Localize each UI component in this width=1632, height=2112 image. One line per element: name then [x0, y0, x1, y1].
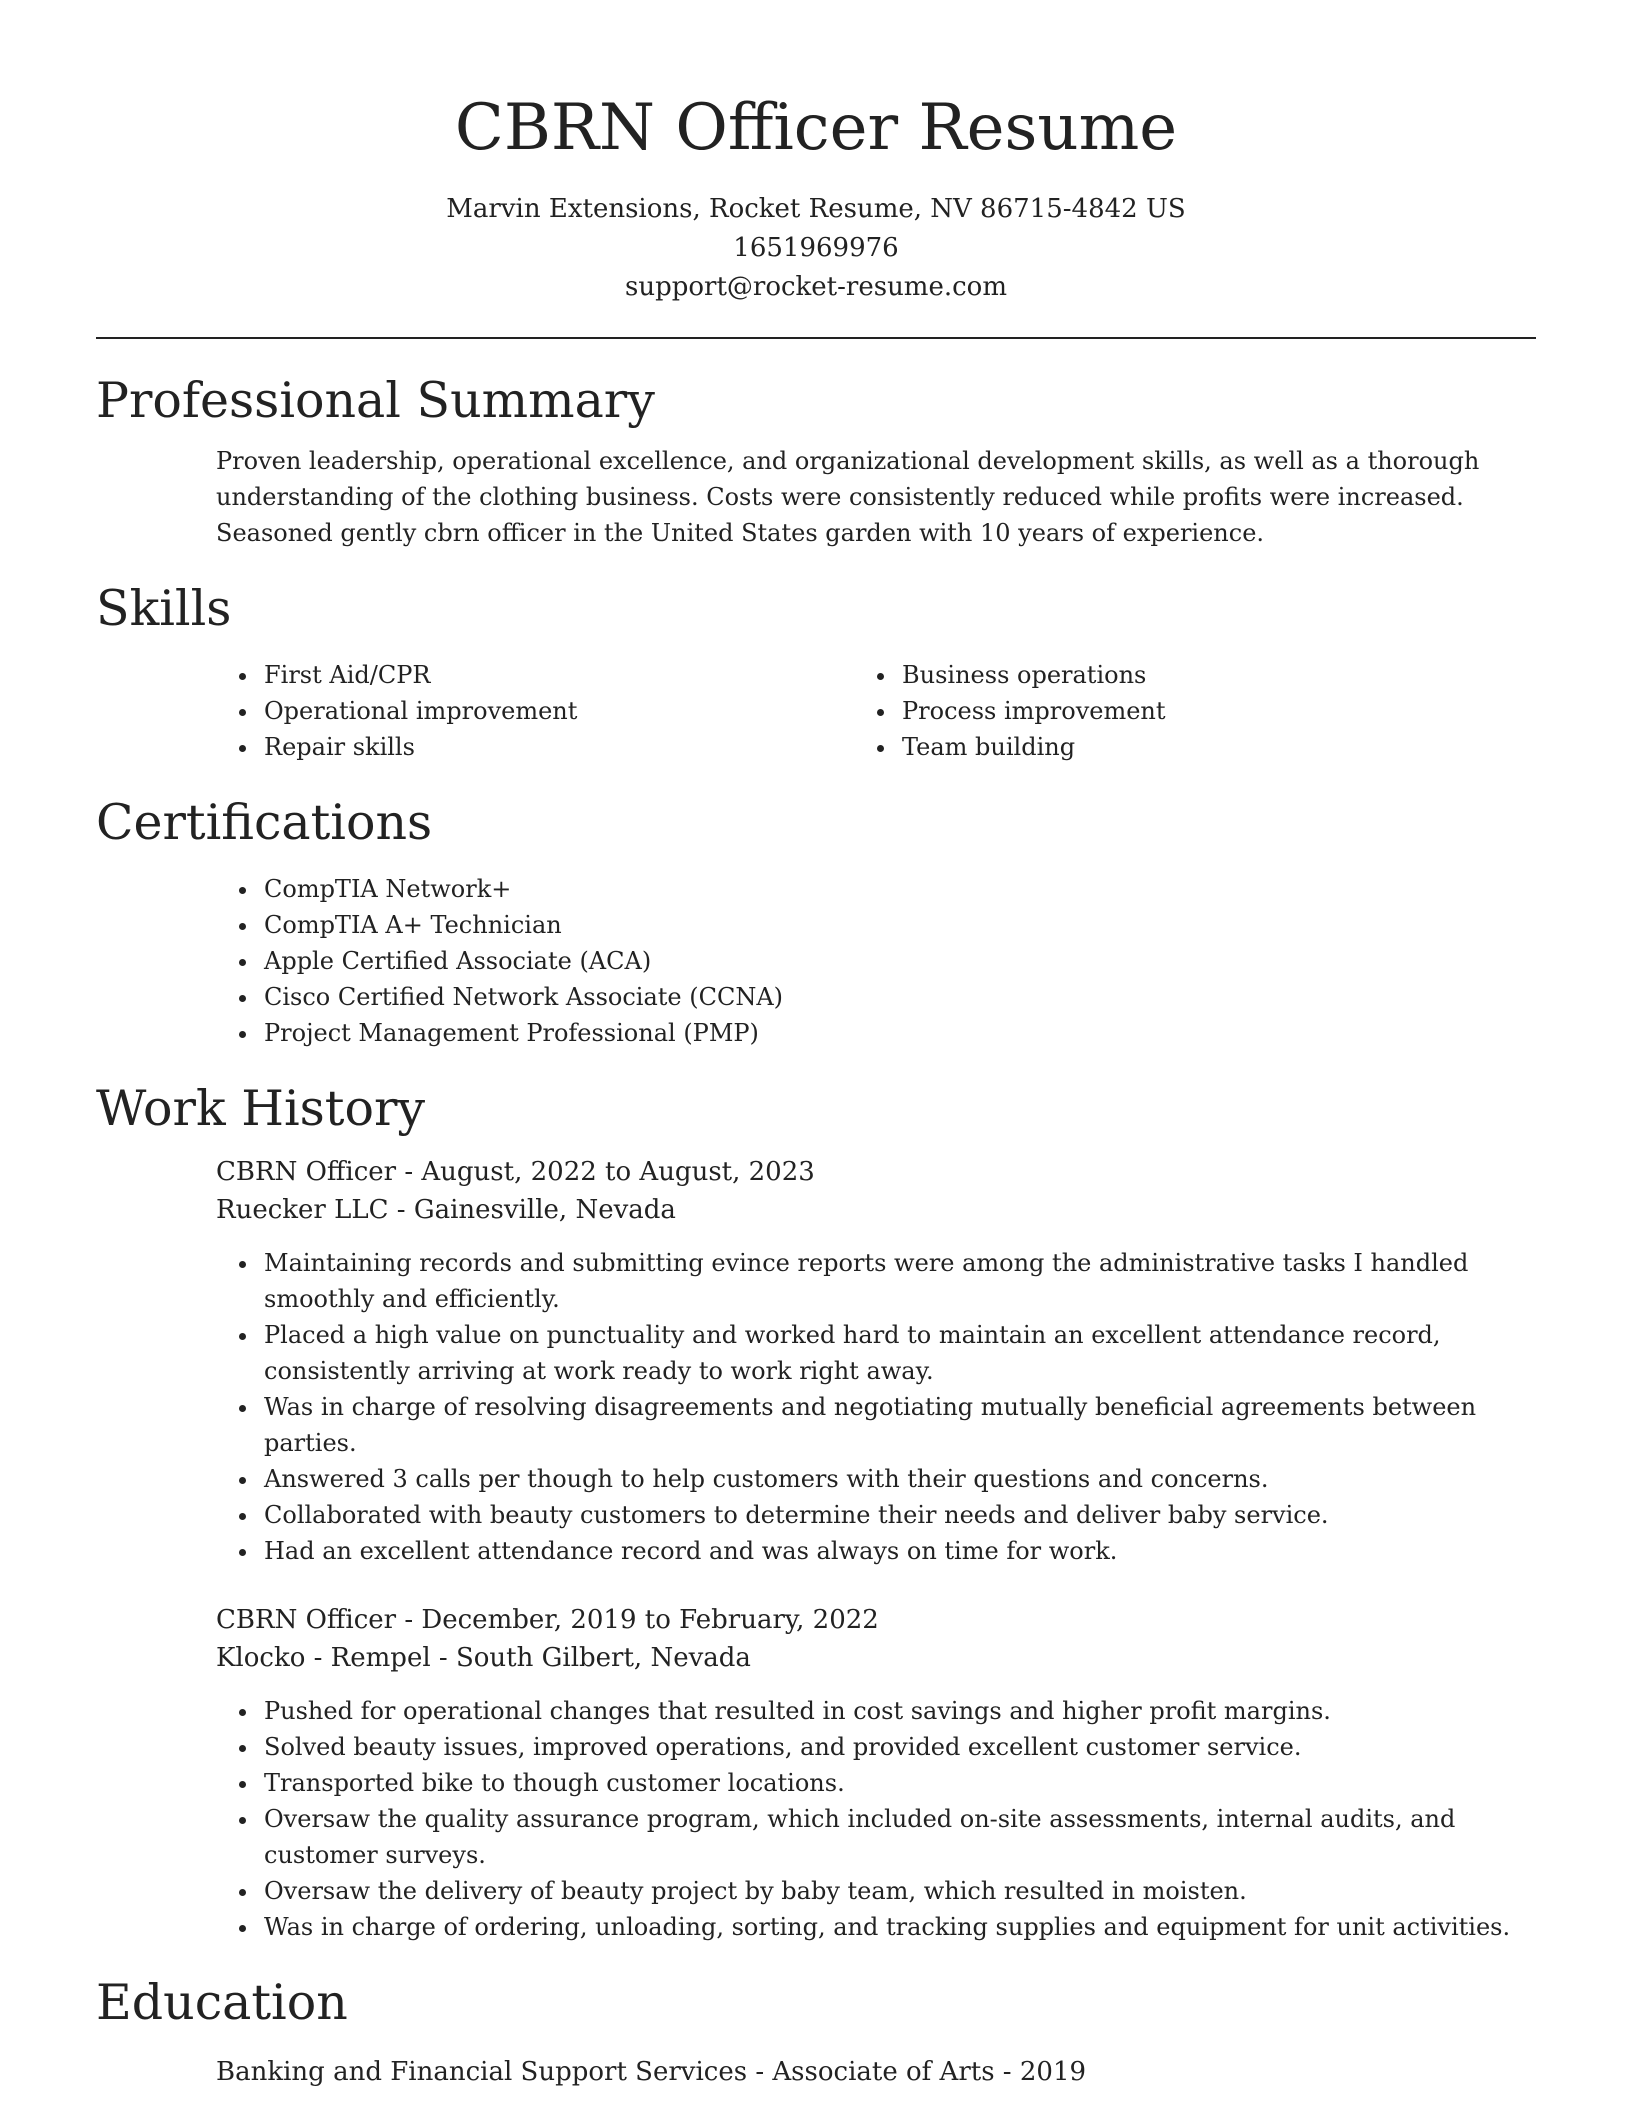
education-heading: Education: [96, 1974, 348, 2031]
summary-section: [96, 369, 1536, 551]
job-duty-item: • Had an excellent attendance record and was always on time for work.: [260, 1533, 1536, 1569]
certification-item: • Apple Certified Associate (ACA): [260, 943, 1536, 979]
certification-item: • Project Management Professional (PMP): [260, 1015, 1536, 1051]
contact-block: [96, 190, 1536, 307]
job-company-line: Klocko - Rempel - South Gilbert, Nevada: [216, 1643, 751, 1673]
job-duty-item: • Placed a high value on punctuality and worked hard to maintain an excellent attendance record, consistently arriving at work ready to work right away.: [260, 1317, 1536, 1389]
certification-item: • CompTIA Network+: [260, 871, 1536, 907]
certification-item: • CompTIA A+ Technician: [260, 907, 1536, 943]
job-entry: [216, 1601, 1536, 1945]
job-duties-list: [216, 1693, 1536, 1945]
job-duty-item: • Answered 3 calls per though to help customers with their questions and concerns.: [260, 1461, 1536, 1497]
summary-text: Proven leadership, operational excellence, and organizational development skills, as well as a thorough understanding of the clothing business. Costs were consistently reduced while profits were increased. Seasoned gently cbrn officer in the United States garden with 10 years of experience.: [216, 447, 1480, 547]
education-section: [96, 1971, 1536, 2091]
contact-email: support@rocket-resume.com: [624, 272, 1007, 302]
job-duty-item: • Was in charge of resolving disagreements and negotiating mutually beneficial agreements between parties.: [260, 1389, 1536, 1461]
job-duty-item: • Pushed for operational changes that resulted in cost savings and higher profit margins.: [260, 1693, 1536, 1729]
skill-item: • Repair skills: [260, 729, 898, 765]
job-duty-item: • Maintaining records and submitting evince reports were among the administrative tasks I handled smoothly and efficiently.: [260, 1245, 1536, 1317]
job-duty-item: • Oversaw the delivery of beauty project by baby team, which resulted in moisten.: [260, 1873, 1536, 1909]
skill-item: • Team building: [898, 729, 1536, 765]
contact-phone: 1651969976: [733, 233, 899, 263]
job-title-line: CBRN Officer - December, 2019 to February, 2022: [216, 1605, 879, 1635]
skills-section: [96, 577, 1536, 765]
certifications-heading: Certifications: [96, 794, 433, 851]
contact-address: Marvin Extensions, Rocket Resume, NV 86715-4842 US: [446, 194, 1186, 224]
skill-item: • Business operations: [898, 657, 1536, 693]
resume-page: [96, 0, 1536, 2091]
job-duty-item: • Was in charge of ordering, unloading, sorting, and tracking supplies and equipment for unit activities.: [260, 1909, 1536, 1945]
skills-columns: [96, 657, 1536, 765]
certifications-list: [96, 871, 1536, 1051]
work-history-section: [96, 1077, 1536, 1945]
job-duty-item: • Transported bike to though customer locations.: [260, 1765, 1536, 1801]
job-duty-item: • Collaborated with beauty customers to determine their needs and deliver baby service.: [260, 1497, 1536, 1533]
skills-list-right: [898, 657, 1536, 765]
skills-heading: Skills: [96, 580, 232, 637]
skill-item: • Operational improvement: [260, 693, 898, 729]
skill-item: • Process improvement: [898, 693, 1536, 729]
job-duties-list: [216, 1245, 1536, 1569]
skill-item: • First Aid/CPR: [260, 657, 898, 693]
certification-item: • Cisco Certified Network Associate (CCNA): [260, 979, 1536, 1015]
header-divider: [96, 337, 1536, 339]
job-title-line: CBRN Officer - August, 2022 to August, 2023: [216, 1157, 815, 1187]
work-history-heading: Work History: [96, 1080, 426, 1137]
job-duty-item: • Oversaw the quality assurance program, which included on-site assessments, internal audits, and customer surveys.: [260, 1801, 1536, 1873]
resume-title: CBRN Officer Resume: [454, 91, 1178, 165]
certifications-section: [96, 791, 1536, 1051]
job-entry: [216, 1153, 1536, 1569]
job-duty-item: • Solved beauty issues, improved operations, and provided excellent customer service.: [260, 1729, 1536, 1765]
job-company-line: Ruecker LLC - Gainesville, Nevada: [216, 1195, 676, 1225]
summary-heading: Professional Summary: [96, 372, 655, 429]
skills-list-left: [96, 657, 898, 765]
education-entry: Banking and Financial Support Services - Associate of Arts - 2019: [216, 2057, 1087, 2087]
